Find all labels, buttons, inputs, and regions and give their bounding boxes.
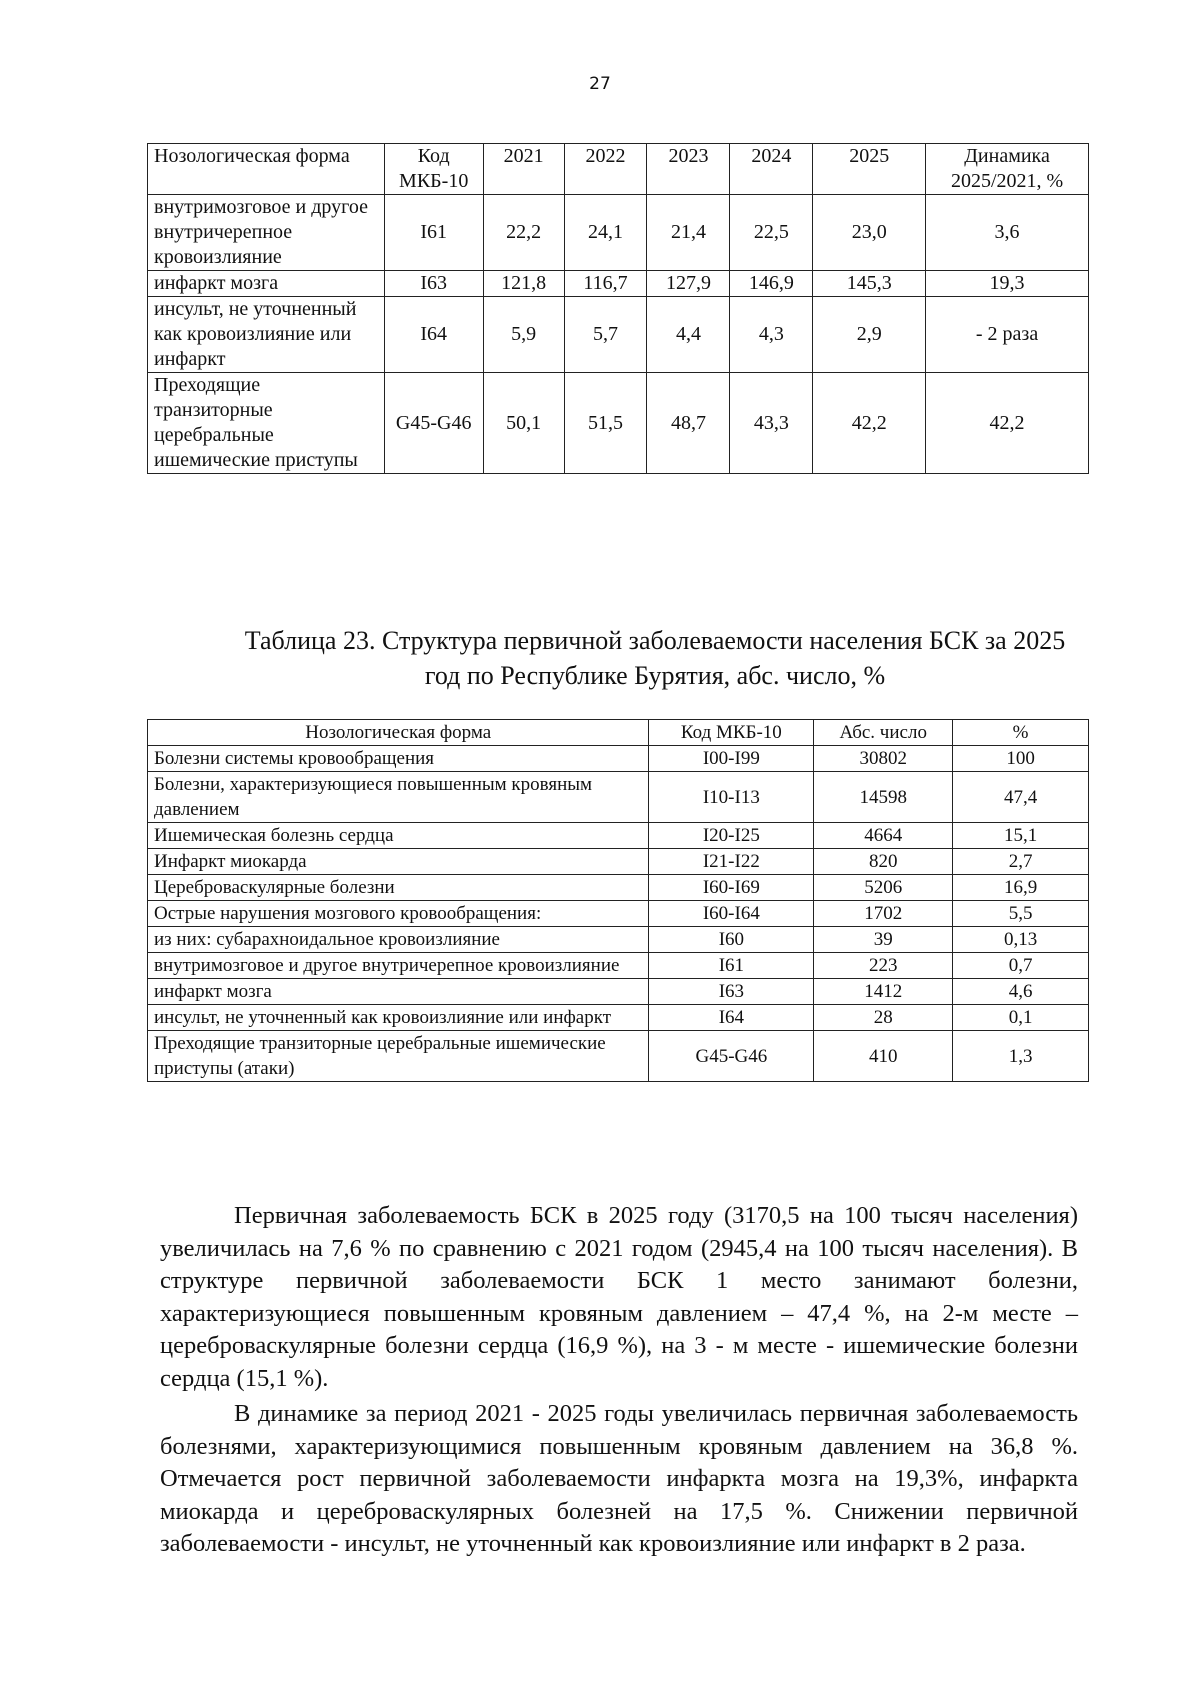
table-row: [148, 979, 1089, 1005]
table-row: [148, 772, 1089, 823]
table-cell: 21,4: [647, 195, 730, 271]
table-cell: 5,9: [483, 297, 564, 373]
table-header-row: [148, 144, 1089, 195]
table-row: [148, 927, 1089, 953]
table-header-row: [148, 720, 1089, 746]
table-cell: 24,1: [564, 195, 647, 271]
table-row: [148, 1005, 1089, 1031]
table-cell: 410: [814, 1031, 953, 1082]
table-cell: 5,7: [564, 297, 647, 373]
table-cell: 4,4: [647, 297, 730, 373]
table-cell: G45-G46: [649, 1031, 814, 1082]
table-cell: 116,7: [564, 271, 647, 297]
table-cell: инфаркт мозга: [148, 271, 385, 297]
table-cell: 1412: [814, 979, 953, 1005]
table-cell: 30802: [814, 746, 953, 772]
table-cell: инфаркт мозга: [148, 979, 649, 1005]
table-cell: 0,7: [953, 953, 1089, 979]
table-cell: 820: [814, 849, 953, 875]
table-row: [148, 373, 1089, 474]
table-cell: 42,2: [813, 373, 926, 474]
table-cell: 1702: [814, 901, 953, 927]
header-cell: Динамика 2025/2021, %: [926, 144, 1089, 195]
table-row: [148, 1031, 1089, 1082]
table-cell: - 2 раза: [926, 297, 1089, 373]
table-cell: 50,1: [483, 373, 564, 474]
header-cell: Нозологическая форма: [148, 720, 649, 746]
table-cell: 100: [953, 746, 1089, 772]
table-cell: 127,9: [647, 271, 730, 297]
table-cell: I20-I25: [649, 823, 814, 849]
table-cell: 5,5: [953, 901, 1089, 927]
table-cell: 28: [814, 1005, 953, 1031]
table-cell: 1,3: [953, 1031, 1089, 1082]
table-cell: 22,2: [483, 195, 564, 271]
header-cell: %: [953, 720, 1089, 746]
table-cell: Преходящие транзиторные церебральные ишемические приступы (атаки): [148, 1031, 649, 1082]
table-row: [148, 195, 1089, 271]
table-cell: инсульт, не уточненный как кровоизлияние или инфаркт: [148, 1005, 649, 1031]
table-cell: 146,9: [730, 271, 813, 297]
table-row: [148, 297, 1089, 373]
table-cell: 22,5: [730, 195, 813, 271]
table-cell: 47,4: [953, 772, 1089, 823]
body-paragraph: Первичная заболеваемость БСК в 2025 году (3170,5 на 100 тысяч населения) увеличилась на 7,6 % по сравнению с 2021 годом (2945,4 на 100 тысяч населения). В структуре первичной заболеваемости БСК 1 место занимают болезни, характеризующиеся повышенным кровяным давлением – 47,4 %, на 2-м месте – цереброваскулярные болезни сердца (16,9 %), на 3 - м месте - ишемические болезни сердца (15,1 %).: [160, 1202, 1078, 1392]
header-cell: 2025: [813, 144, 926, 195]
table-cell: 0,1: [953, 1005, 1089, 1031]
table-cell: 15,1: [953, 823, 1089, 849]
table-row: [148, 901, 1089, 927]
table-cell: I63: [649, 979, 814, 1005]
table-cell: I21-I22: [649, 849, 814, 875]
table-cell: I64: [649, 1005, 814, 1031]
table-cell: I60: [649, 927, 814, 953]
table-cell: 14598: [814, 772, 953, 823]
page-number: 27: [589, 74, 611, 94]
table-cell: 4,6: [953, 979, 1089, 1005]
table-cell: 2,9: [813, 297, 926, 373]
table-cell: I00-I99: [649, 746, 814, 772]
table-cell: G45-G46: [384, 373, 483, 474]
table-cell: 19,3: [926, 271, 1089, 297]
table-cell: I61: [384, 195, 483, 271]
table-row: [148, 746, 1089, 772]
header-cell: 2021: [483, 144, 564, 195]
table-cell: 223: [814, 953, 953, 979]
table-cell: 4,3: [730, 297, 813, 373]
table-row: [148, 823, 1089, 849]
header-cell: Код МКБ-10: [649, 720, 814, 746]
table-row: [148, 953, 1089, 979]
table-cell: 121,8: [483, 271, 564, 297]
table-caption: Таблица 23. Структура первичной заболеваемости населения БСК за 2025 год по Республике Бурятия, абс. число, %: [244, 626, 1066, 690]
table-cell: Цереброваскулярные болезни: [148, 875, 649, 901]
table-cell: 42,2: [926, 373, 1089, 474]
table-cell: I64: [384, 297, 483, 373]
table-cell: I60-I69: [649, 875, 814, 901]
table-cell: инсульт, не уточненный как кровоизлияние или инфаркт: [148, 297, 385, 373]
header-cell: Нозологическая форма: [148, 144, 385, 195]
table-row: [148, 271, 1089, 297]
table-cell: Инфаркт миокарда: [148, 849, 649, 875]
table-cell: Болезни системы кровообращения: [148, 746, 649, 772]
table-cell: внутримозговое и другое внутричерепное кровоизлияние: [148, 195, 385, 271]
header-cell: 2022: [564, 144, 647, 195]
body-paragraph: В динамике за период 2021 - 2025 годы увеличилась первичная заболеваемость болезнями, характеризующимися повышенным кровяным давлением на 36,8 %. Отмечается рост первичной заболеваемости инфаркта мозга на 19,3%, инфаркта миокарда и цереброваскулярных болезней на 17,5 %. Снижении первичной заболеваемости - инсульт, не уточненный как кровоизлияние или инфаркт в 2 раза.: [160, 1400, 1078, 1557]
table-cell: 5206: [814, 875, 953, 901]
table-cell: Преходящие транзиторные церебральные ишемические приступы: [148, 373, 385, 474]
table-cell: Острые нарушения мозгового кровообращения:: [148, 901, 649, 927]
table-cell: 23,0: [813, 195, 926, 271]
table-cell: 4664: [814, 823, 953, 849]
table-cell: I61: [649, 953, 814, 979]
dynamics-table: [147, 143, 1089, 474]
table-cell: I10-I13: [649, 772, 814, 823]
table-cell: 51,5: [564, 373, 647, 474]
header-cell: Код МКБ-10: [384, 144, 483, 195]
table-cell: 43,3: [730, 373, 813, 474]
table-cell: из них: субарахноидальное кровоизлияние: [148, 927, 649, 953]
table-cell: внутримозговое и другое внутричерепное кровоизлияние: [148, 953, 649, 979]
table-cell: 3,6: [926, 195, 1089, 271]
table-cell: Болезни, характеризующиеся повышенным кровяным давлением: [148, 772, 649, 823]
header-cell: Абс. число: [814, 720, 953, 746]
table-cell: I60-I64: [649, 901, 814, 927]
table-cell: 0,13: [953, 927, 1089, 953]
header-cell: 2024: [730, 144, 813, 195]
structure-table: [147, 719, 1089, 1082]
table-cell: 48,7: [647, 373, 730, 474]
table-row: [148, 875, 1089, 901]
table-cell: Ишемическая болезнь сердца: [148, 823, 649, 849]
table-row: [148, 849, 1089, 875]
header-cell: 2023: [647, 144, 730, 195]
table-cell: 16,9: [953, 875, 1089, 901]
table-cell: I63: [384, 271, 483, 297]
table-cell: 39: [814, 927, 953, 953]
table-cell: 145,3: [813, 271, 926, 297]
table-cell: 2,7: [953, 849, 1089, 875]
